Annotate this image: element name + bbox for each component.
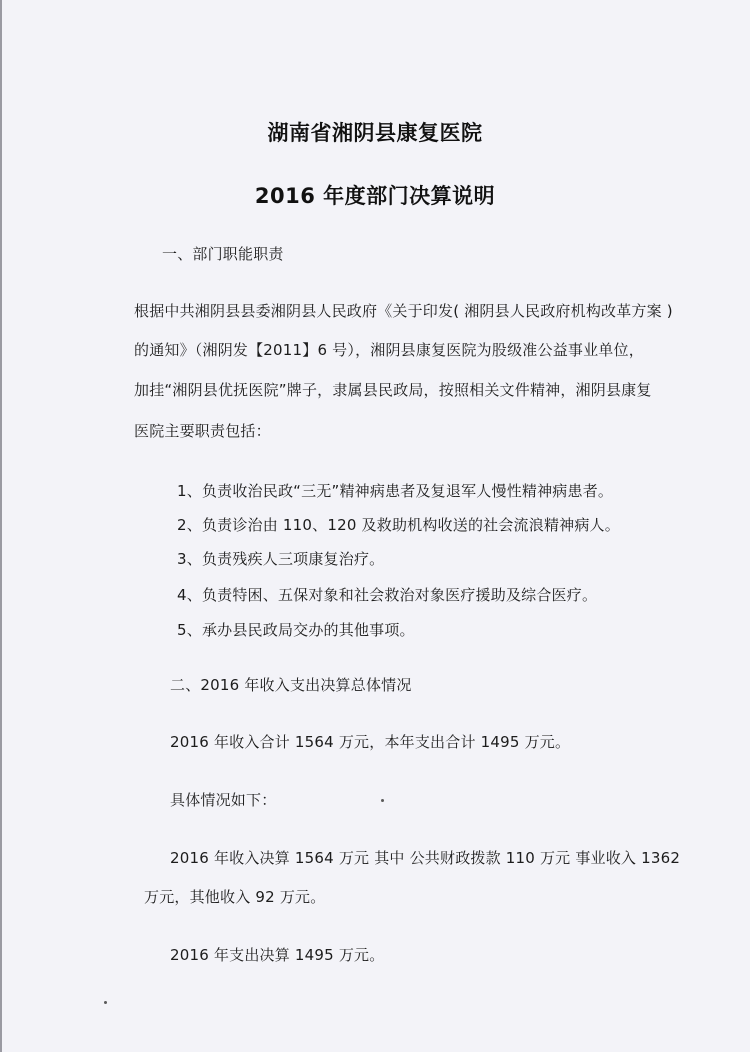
duty-item: 1、负责收治民政“三无”精神病患者及复退军人慢性精神病患者。 <box>177 482 614 500</box>
scan-speck <box>381 799 384 802</box>
scan-speck <box>104 1001 107 1004</box>
document-title-institution: 湖南省湘阴县康复医院 <box>267 121 483 145</box>
duty-item: 3、负责残疾人三项康复治疗。 <box>177 550 385 568</box>
scan-left-edge <box>0 0 2 1060</box>
section-heading-budget: 二、2016 年收入支出决算总体情况 <box>170 676 412 694</box>
duty-item: 5、承办县民政局交办的其他事项。 <box>177 621 415 639</box>
summary-line: 2016 年收入合计 1564 万元，本年支出合计 1495 万元。 <box>170 733 571 751</box>
income-detail-line: 2016 年收入决算 1564 万元 其中 公共财政拨款 110 万元 事业收入 1362 <box>170 849 681 867</box>
paragraph-line: 加挂“湘阴县优抚医院”牌子，隶属县民政局，按照相关文件精神，湘阴县康复 <box>134 381 652 399</box>
paragraph-line: 医院主要职责包括： <box>134 422 271 440</box>
document-title-report: 2016 年度部门决算说明 <box>254 184 496 208</box>
section-heading-duties: 一、部门职能职责 <box>162 245 284 263</box>
scan-bottom-edge <box>0 1052 750 1060</box>
income-detail-line: 万元，其他收入 92 万元。 <box>144 888 326 906</box>
duty-item: 2、负责诊治由 110、120 及救助机构收送的社会流浪精神病人。 <box>177 516 620 534</box>
expense-detail-line: 2016 年支出决算 1495 万元。 <box>170 946 385 964</box>
paragraph-line: 根据中共湘阴县县委湘阴县人民政府《关于印发( 湘阴县人民政府机构改革方案 ) <box>134 302 673 320</box>
paragraph-line: 的通知》（湘阴发【2011】6 号），湘阴县康复医院为股级准公益事业单位， <box>134 341 644 359</box>
duty-item: 4、负责特困、五保对象和社会救治对象医疗援助及综合医疗。 <box>177 586 598 604</box>
details-intro: 具体情况如下： <box>170 791 277 809</box>
